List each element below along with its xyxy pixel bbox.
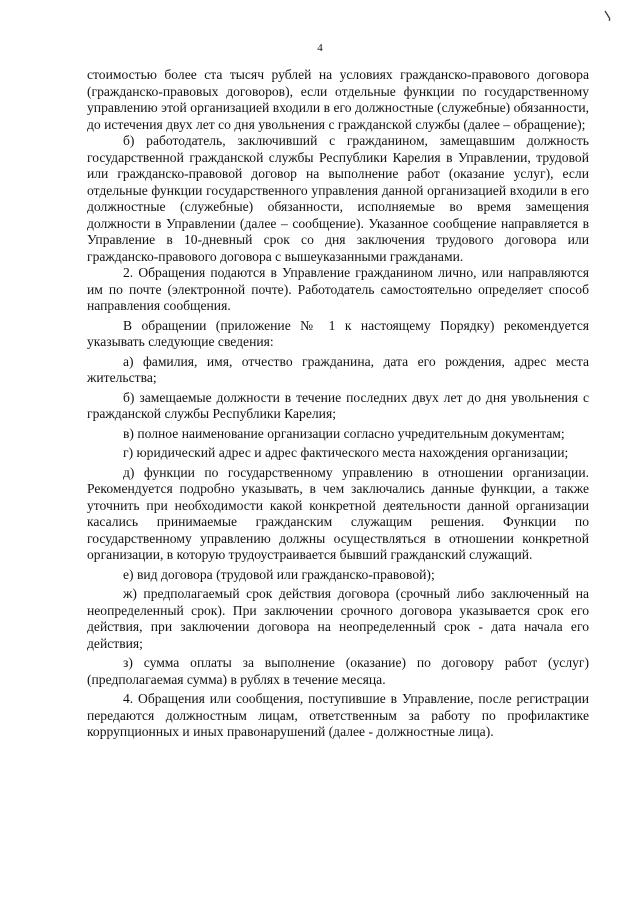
- list-item-zh: ж) предполагаемый срок действия договора (срочный либо заключенный на неопределенный срок). При заключении срочного договора указывается срок его действия, при заключении договора на неопределенный срок - дата начала его действия;: [87, 586, 589, 651]
- list-item-e: е) вид договора (трудовой или гражданско-правовой);: [123, 566, 435, 582]
- page-number: 4: [317, 42, 323, 54]
- list-item-b: б) замещаемые должности в течение последних двух лет до дня увольнения с гражданской службы Республики Карелия;: [87, 389, 589, 421]
- paragraph-b-employer: б) работодатель, заключивший с гражданином, замещавшим должность государственной гражданской службы Республики Карелия в Управлении, трудовой или гражданско-правовой договор на выполнение работ (оказание услуг), если отдельные функции государственного управления данной организацией входили в его должностные (служебные) обязанности, исполняемые во время замещения должности в Управлении (далее – сообщение). Указанное сообщение направляется в Управление в 10-дневный срок со дня заключения трудового договора или гражданско-правового договора с вышеуказанными гражданами.: [87, 133, 589, 264]
- paragraph-2-submission: 2. Обращения подаются в Управление гражданином лично, или направляются им по почте (электронной почте). Работодатель самостоятельно определяет способ направления сообщения.: [87, 265, 589, 313]
- scan-corner-mark: [604, 10, 611, 21]
- list-item-a: а) фамилия, имя, отчество гражданина, дата его рождения, адрес места жительства;: [87, 353, 589, 385]
- list-item-d: д) функции по государственному управлению в отношении организации. Рекомендуется подробно указывать, в чем заключались данные функции, а также уточнить при необходимости какой конкретной деятельности данной организации касались принимаемые гражданским служащим решения. Функции по государственному управлению должны осуществляться в отношении конкретной организации, в которую трудоустраивается бывший гражданский служащий.: [87, 464, 589, 562]
- paragraph-continuation: стоимостью более ста тысяч рублей на условиях гражданско-правового договора (гражданско-правовых договоров), если отдельные функции по государственному управлению этой организацией входили в его должностные (служебные) обязанности, до истечения двух лет со дня увольнения с гражданской службы (далее – обращение);: [87, 67, 589, 132]
- list-item-z: з) сумма оплаты за выполнение (оказание) по договору работ (услуг) (предполагаемая сумма) в рублях в течение месяца.: [87, 655, 589, 687]
- list-item-v: в) полное наименование организации согласно учредительным документам;: [123, 425, 565, 441]
- paragraph-appeal-contents: В обращении (приложение № 1 к настоящему Порядку) рекомендуется указывать следующие сведения:: [87, 317, 589, 349]
- paragraph-4-registration: 4. Обращения или сообщения, поступившие в Управление, после регистрации передаются должностным лицам, ответственным за работу по профилактике коррупционных и иных правонарушений (далее - должностные лица).: [87, 691, 589, 739]
- document-body: [87, 67, 589, 741]
- list-item-g: г) юридический адрес и адрес фактического места нахождения организации;: [123, 445, 569, 460]
